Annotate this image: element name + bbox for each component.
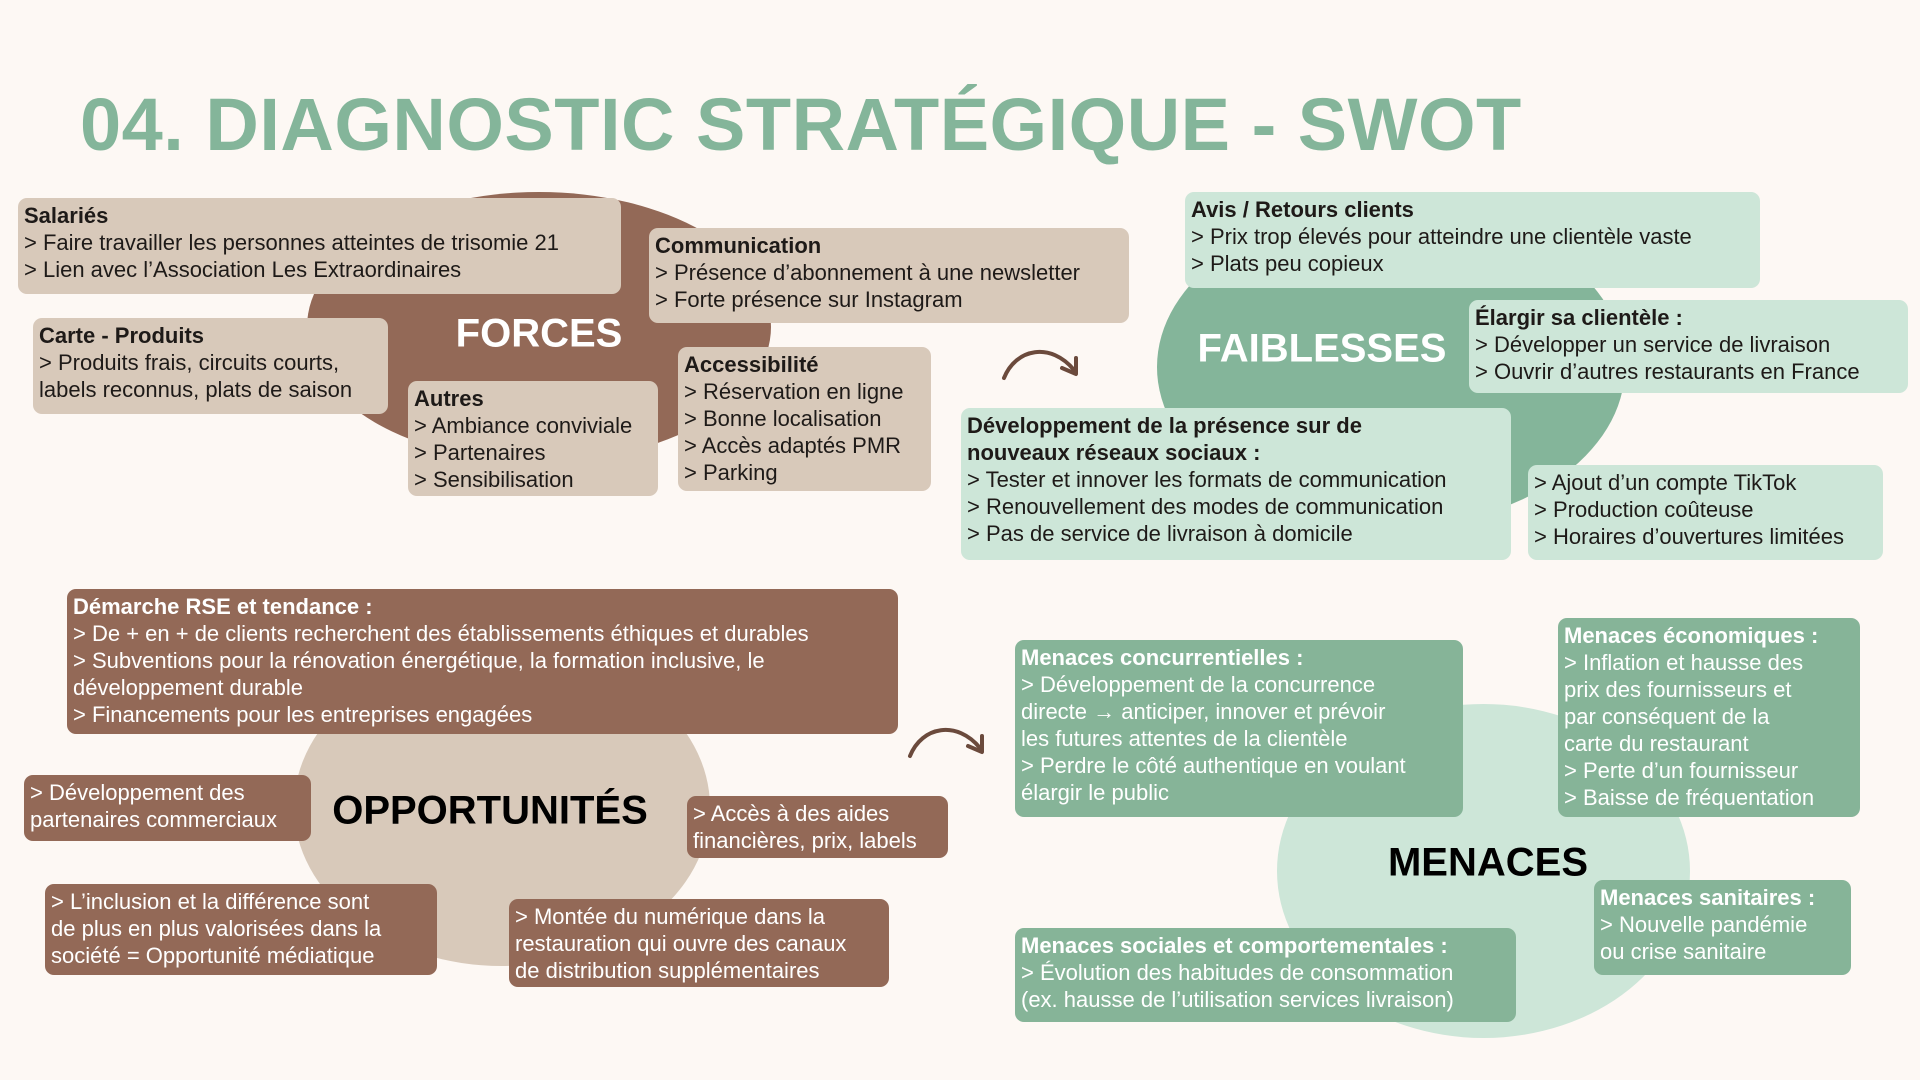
box-line: > Production coûteuse (1534, 497, 1754, 522)
box-line: les futures attentes de la clientèle (1021, 726, 1348, 751)
page-title: 04. DIAGNOSTIC STRATÉGIQUE - SWOT (80, 83, 1522, 166)
faiblesses-box-avis-clients (1185, 192, 1760, 288)
box-line: de distribution supplémentaires (515, 958, 820, 983)
opportunites-box-partenaires (24, 775, 311, 841)
box-heading: Avis / Retours clients (1191, 197, 1414, 222)
box-line: > Accès adaptés PMR (684, 433, 902, 458)
menaces-box-sanitaires (1594, 880, 1851, 975)
box-line: labels reconnus, plats de saison (39, 377, 353, 402)
box-line: > L’inclusion et la différence sont (51, 889, 370, 914)
box-line: > Développement de la concurrence (1021, 672, 1376, 697)
box-line: > Bonne localisation (684, 406, 882, 431)
box-line: > Ouvrir d’autres restaurants en France (1475, 359, 1860, 384)
forces-box-accessibilite (678, 347, 931, 491)
box-heading: Carte - Produits (39, 323, 205, 348)
box-line: > Inflation et hausse des (1564, 650, 1804, 675)
box-line: > De + en + de clients recherchent des établissements éthiques et durables (73, 621, 809, 646)
box-line: > Ajout d’un compte TikTok (1534, 470, 1797, 495)
box-line: > Baisse de fréquentation (1564, 785, 1815, 810)
box-line: > Faire travailler les personnes atteintes de trisomie 21 (24, 230, 559, 255)
box-line: > Parking (684, 460, 778, 485)
box-heading: Communication (655, 233, 822, 258)
box-line: carte du restaurant (1564, 731, 1749, 756)
box-line: > Tester et innover les formats de communication (967, 467, 1447, 492)
box-line: > Évolution des habitudes de consommation (1021, 960, 1454, 985)
box-heading: Menaces sociales et comportementales : (1021, 933, 1448, 958)
box-line: > Nouvelle pandémie (1600, 912, 1808, 937)
curved-arrow-icon (996, 340, 1086, 385)
box-line: ou crise sanitaire (1600, 939, 1767, 964)
box-line: > Ambiance conviviale (414, 413, 633, 438)
opportunites-box-numerique (509, 899, 889, 987)
menaces-box-sociales (1015, 928, 1516, 1022)
box-line: > Perdre le côté authentique en voulant (1021, 753, 1406, 778)
box-heading: Élargir sa clientèle : (1475, 305, 1683, 330)
box-line: > Forte présence sur Instagram (655, 287, 963, 312)
box-heading: Menaces sanitaires : (1600, 885, 1816, 910)
faiblesses-box-reseaux-sociaux (961, 408, 1511, 560)
box-line: par conséquent de la (1564, 704, 1770, 729)
box-heading: Menaces économiques : (1564, 623, 1819, 648)
forces-box-communication (649, 228, 1129, 323)
opportunites-box-aides (687, 796, 948, 858)
menaces-box-economiques (1558, 618, 1860, 817)
box-line: > Financements pour les entreprises engagées (73, 702, 533, 727)
box-line: > Sensibilisation (414, 467, 574, 492)
box-heading: Accessibilité (684, 352, 819, 377)
box-heading: Développement de la présence sur de nouveaux réseaux sociaux : (967, 413, 1362, 465)
box-line: de plus en plus valorisées dans la (51, 916, 382, 941)
box-line: développement durable (73, 675, 303, 700)
box-line: > Horaires d’ouvertures limitées (1534, 524, 1844, 549)
box-line: > Réservation en ligne (684, 379, 904, 404)
box-heading: Démarche RSE et tendance : (73, 594, 373, 619)
box-heading: Autres (414, 386, 484, 411)
box-heading: Menaces concurrentielles : (1021, 645, 1304, 670)
menaces-label: MENACES (1387, 840, 1589, 885)
box-line: > Perte d’un fournisseur (1564, 758, 1799, 783)
box-line: partenaires commerciaux (30, 807, 277, 832)
box-line: société = Opportunité médiatique (51, 943, 375, 968)
opportunites-label: OPPORTUNITÉS (332, 788, 648, 833)
box-line: > Subventions pour la rénovation énergétique, la formation inclusive, le (73, 648, 765, 673)
box-line: restauration qui ouvre des canaux (515, 931, 847, 956)
opportunites-box-inclusion (45, 884, 437, 975)
box-line: > Renouvellement des modes de communication (967, 494, 1444, 519)
box-line: (ex. hausse de l’utilisation services livraison) (1021, 987, 1454, 1012)
box-line: > Montée du numérique dans la (515, 904, 826, 929)
opportunites-box-rse (67, 589, 898, 734)
forces-box-carte-produits (33, 318, 388, 414)
box-heading: Salariés (24, 203, 109, 228)
menaces-box-concurrentielles (1015, 640, 1463, 817)
box-line: > Pas de service de livraison à domicile (967, 521, 1353, 546)
box-line: > Présence d’abonnement à une newsletter (655, 260, 1081, 285)
box-line: > Développement des (30, 780, 245, 805)
box-line: > Produits frais, circuits courts, (39, 350, 340, 375)
faiblesses-box-elargir-clientele (1469, 300, 1908, 393)
box-line: > Accès à des aides (693, 801, 890, 826)
forces-box-salaries (18, 198, 621, 294)
box-line: directe → anticiper, innover et prévoir (1021, 699, 1386, 724)
box-line: financières, prix, labels (693, 828, 917, 853)
curved-arrow-icon (902, 718, 992, 763)
box-line: > Plats peu copieux (1191, 251, 1384, 276)
faiblesses-box-tiktok (1528, 465, 1883, 560)
box-line: élargir le public (1021, 780, 1169, 805)
box-line: > Lien avec l’Association Les Extraordinaires (24, 257, 462, 282)
box-line: > Prix trop élevés pour atteindre une clientèle vaste (1191, 224, 1692, 249)
box-line: > Partenaires (414, 440, 546, 465)
box-line: prix des fournisseurs et (1564, 677, 1792, 702)
faiblesses-label: FAIBLESSES (1197, 326, 1447, 371)
box-line: > Développer un service de livraison (1475, 332, 1831, 357)
forces-label: FORCES (455, 311, 623, 356)
forces-box-autres (408, 381, 658, 496)
